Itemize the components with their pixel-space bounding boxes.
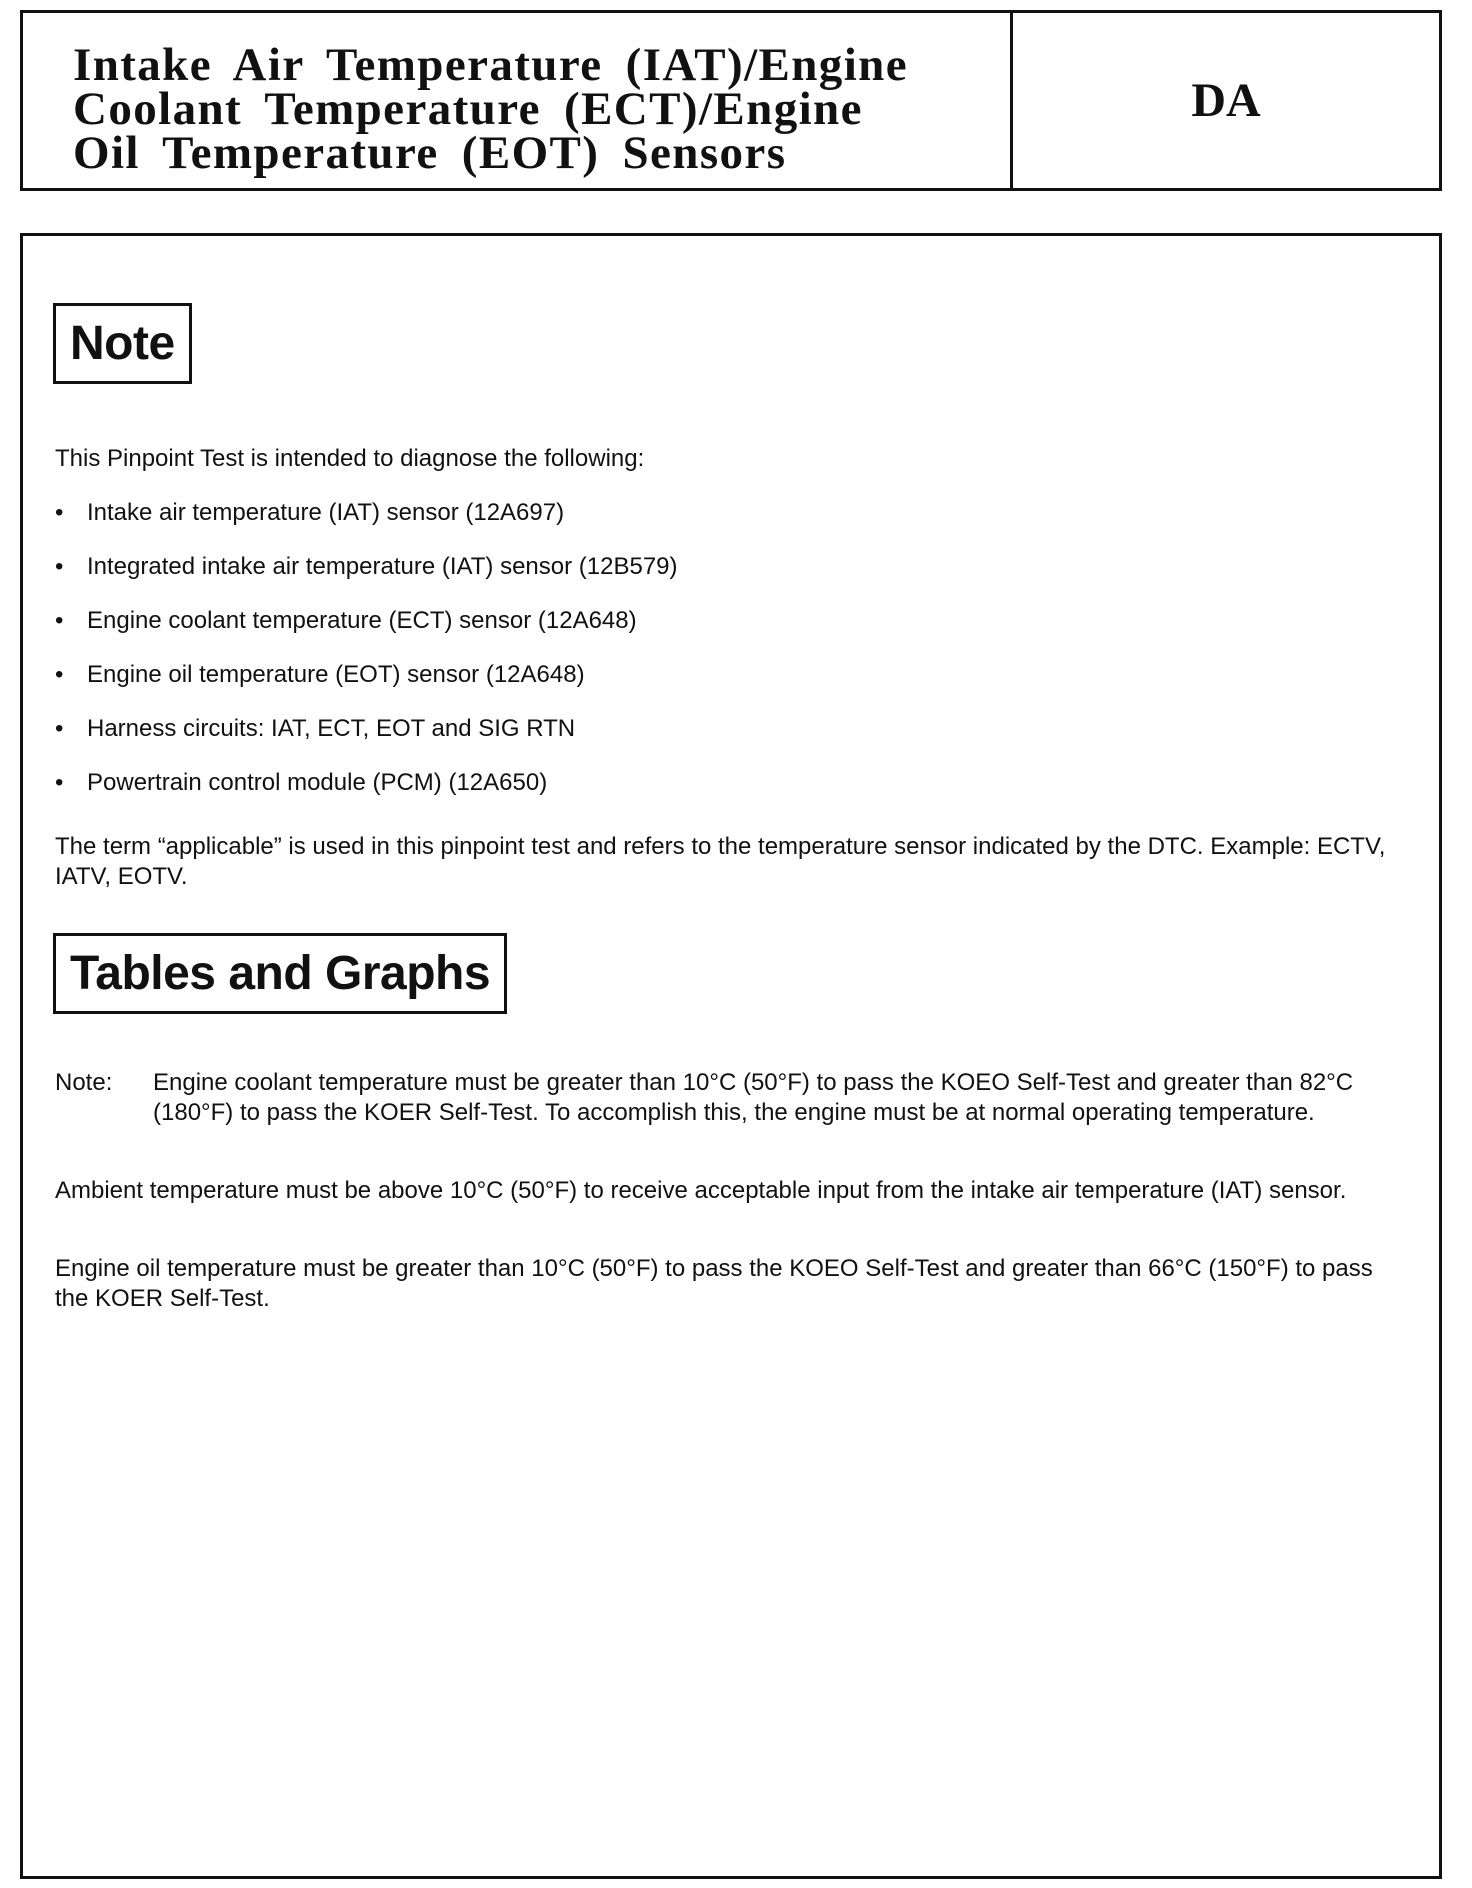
page-title [23, 13, 1013, 188]
tables-heading: Tables and Graphs [53, 933, 507, 1014]
section-code: DA [1191, 74, 1261, 127]
list-item-text: Engine oil temperature (EOT) sensor (12A648) [87, 661, 585, 688]
bullet-icon: • [55, 769, 64, 796]
note-text: Engine coolant temperature must be greater than 10°C (50°F) to pass the KOEO Self-Test and greater than 82°C (180°F) to pass the KOER Self-Test. To accomplish this, the engine must be at normal operating temperature. [153, 1069, 1354, 1126]
page-title-line: Coolant Temperature (ECT)/Engine [73, 83, 863, 135]
list-item-text: Powertrain control module (PCM) (12A650) [87, 769, 548, 796]
note-label: Note: [55, 1069, 113, 1096]
page-header [20, 10, 1442, 191]
list-item [53, 498, 1393, 528]
note-heading: Note [53, 303, 192, 384]
page-title-line: Intake Air Temperature (IAT)/Engine [73, 39, 908, 91]
bullet-icon: • [55, 553, 64, 580]
list-item-text: Intake air temperature (IAT) sensor (12A697) [87, 499, 565, 526]
content-panel [20, 233, 1442, 1879]
oil-text: Engine oil temperature must be greater than 10°C (50°F) to pass the KOEO Self-Test and greater than 66°C (150°F) to pass the KOER Self-Test. [55, 1255, 1373, 1312]
intro-text: This Pinpoint Test is intended to diagnose the following: [55, 445, 645, 472]
term-explanation: The term “applicable” is used in this pinpoint test and refers to the temperature sensor indicated by the DTC. Example: ECTV, IATV, EOTV. [55, 833, 1386, 890]
list-item-text: Engine coolant temperature (ECT) sensor (12A648) [87, 607, 637, 634]
bullet-icon: • [55, 499, 64, 526]
diagnosis-list [53, 498, 1393, 822]
ambient-text: Ambient temperature must be above 10°C (50°F) to receive acceptable input from the intake air temperature (IAT) sensor. [55, 1177, 1347, 1204]
list-item-text: Harness circuits: IAT, ECT, EOT and SIG RTN [87, 715, 576, 742]
list-item [53, 606, 1393, 636]
list-item [53, 552, 1393, 582]
list-item [53, 714, 1393, 744]
list-item [53, 660, 1393, 690]
bullet-icon: • [55, 715, 64, 742]
bullet-icon: • [55, 661, 64, 688]
list-item [53, 768, 1393, 798]
bullet-icon: • [55, 607, 64, 634]
page-title-line: Oil Temperature (EOT) Sensors [73, 127, 787, 179]
coolant-note [55, 1068, 1405, 1128]
list-item-text: Integrated intake air temperature (IAT) sensor (12B579) [87, 553, 678, 580]
